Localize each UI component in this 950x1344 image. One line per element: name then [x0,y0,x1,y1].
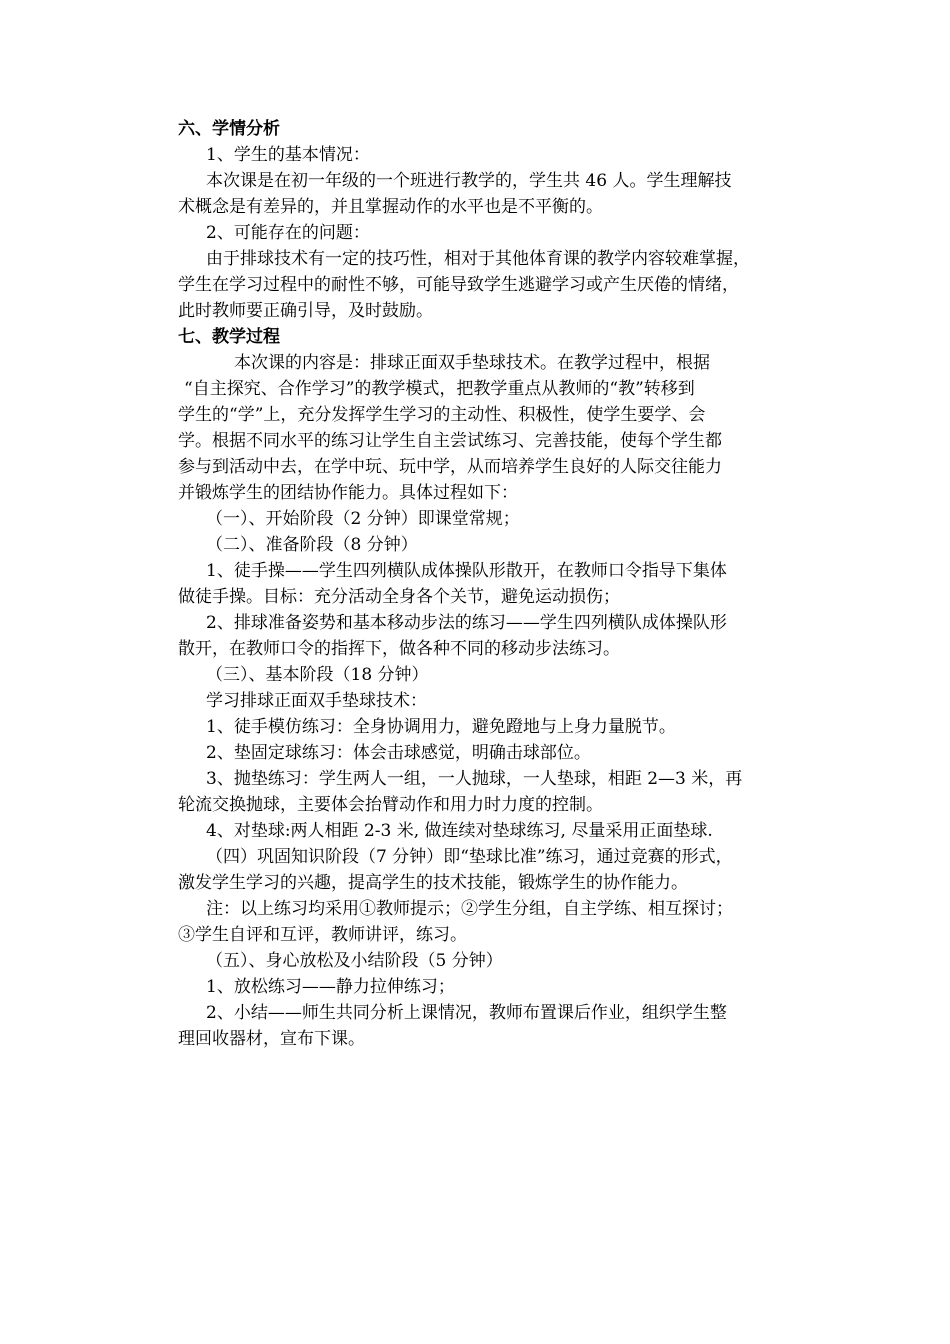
paragraph-line: 此时教师要正确引导，及时鼓励。 [178,301,433,321]
paragraph-line: 3、抛垫练习：学生两人一组，一人抛球，一人垫球，相距 2—3 米，再 [206,769,743,789]
stage-heading: （三）、基本阶段（18 分钟） [206,665,429,685]
paragraph-line: 2、小结——师生共同分析上课情况，教师布置课后作业，组织学生整 [206,1003,727,1023]
paragraph-line: 激发学生学习的兴趣，提高学生的技术技能，锻炼学生的协作能力。 [178,873,688,893]
paragraph-line: 做徒手操。目标：充分活动全身各个关节，避免运动损伤； [178,587,620,607]
stage-heading: （一）、开始阶段（2 分钟）即课堂常规； [206,509,520,529]
paragraph-line: 学习排球正面双手垫球技术： [206,691,427,711]
paragraph-line: 参与到活动中去，在学中玩、玩中学，从而培养学生良好的人际交往能力 [178,457,722,477]
section-6-heading: 六、学情分析 [178,119,280,139]
document-page [178,116,808,1052]
paragraph-line: 学生的“学”上，充分发挥学生学习的主动性、积极性，使学生要学、会 [178,405,706,425]
section-7-heading: 七、教学过程 [178,327,280,347]
paragraph-line: 学生在学习过程中的耐性不够，可能导致学生逃避学习或产生厌倦的情绪， [178,275,739,295]
paragraph-line: 2、可能存在的问题： [206,223,370,243]
stage-heading: （四）巩固知识阶段（7 分钟）即“垫球比准”练习，通过竞赛的形式， [206,847,733,867]
stage-heading: （五）、身心放松及小结阶段（5 分钟） [206,951,503,971]
paragraph-line: 本次课的内容是：排球正面双手垫球技术。在教学过程中，根据 [234,353,710,373]
paragraph-line: 学。根据不同水平的练习让学生自主尝试练习、完善技能，使每个学生都 [178,431,722,451]
paragraph-line: 并锻炼学生的团结协作能力。具体过程如下： [178,483,518,503]
paragraph-line: 理回收器材，宣布下课。 [178,1029,365,1049]
paragraph-line: 2、垫固定球练习：体会击球感觉，明确击球部位。 [206,743,591,763]
paragraph-line: ③学生自评和互评，教师讲评，练习。 [178,925,467,945]
paragraph-line: 2、排球准备姿势和基本移动步法的练习——学生四列横队成体操队形 [206,613,727,633]
paragraph-line: 术概念是有差异的，并且掌握动作的水平也是不平衡的。 [178,197,603,217]
paragraph-line: 1、学生的基本情况： [206,145,370,165]
paragraph-line: 由于排球技术有一定的技巧性，相对于其他体育课的教学内容较难掌握， [206,249,750,269]
paragraph-line: 1、放松练习——静力拉伸练习； [206,977,455,997]
paragraph-line: 注：以上练习均采用①教师提示；②学生分组，自主学练、相互探讨； [206,899,733,919]
paragraph-line: 4、对垫球:两人相距 2-3 米, 做连续对垫球练习, 尽量采用正面垫球. [206,821,713,841]
paragraph-line: “自主探究、合作学习”的教学模式，把教学重点从教师的“教”转移到 [184,379,695,399]
paragraph-line: 轮流交换抛球，主要体会抬臂动作和用力时力度的控制。 [178,795,603,815]
paragraph-line: 本次课是在初一年级的一个班进行教学的，学生共 46 人。学生理解技 [206,171,732,191]
stage-heading: （二）、准备阶段（8 分钟） [206,535,418,555]
paragraph-line: 1、徒手模仿练习：全身协调用力，避免蹬地与上身力量脱节。 [206,717,676,737]
paragraph-line: 散开，在教师口令的指挥下，做各种不同的移动步法练习。 [178,639,620,659]
paragraph-line: 1、徒手操——学生四列横队成体操队形散开，在教师口令指导下集体 [206,561,727,581]
